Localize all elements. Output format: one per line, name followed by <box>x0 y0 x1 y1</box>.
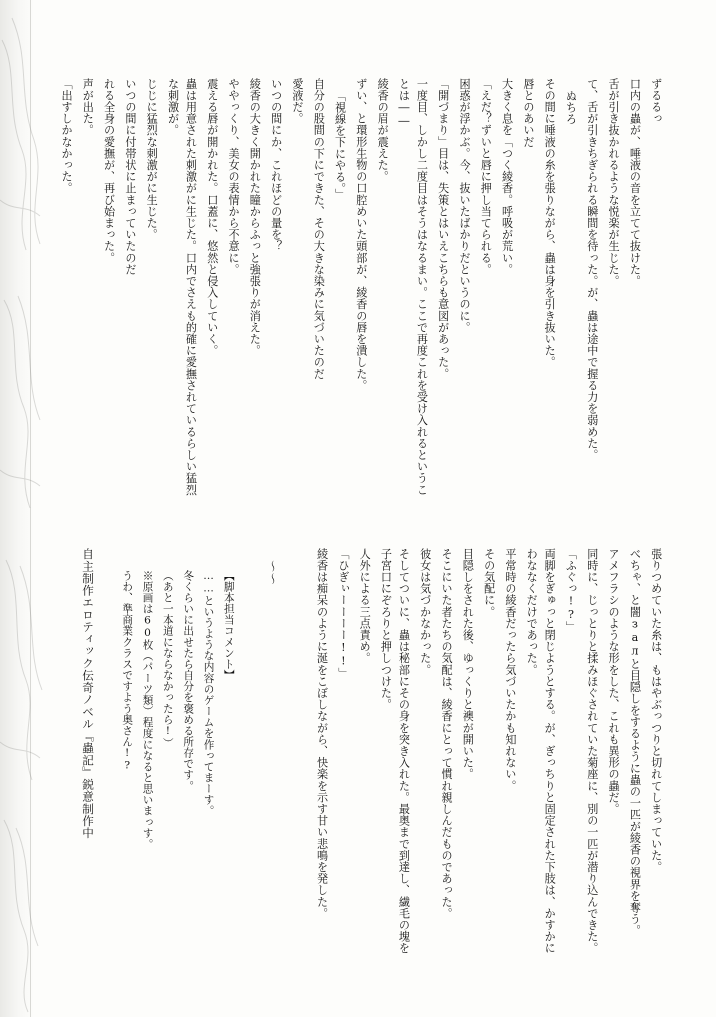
paragraph: れる全身の愛撫が、再び始まった。 <box>102 78 116 264</box>
paragraph: じじに猛烈な刺激がに生じた。 <box>145 78 159 241</box>
paragraph: 口内の蟲が、唾液の音を立てて抜けた。 <box>628 78 642 287</box>
note-line: ※原画は60枚（パーツ類）程度になると思いまっす。 <box>141 570 154 850</box>
paragraph: べちゃ、と闇залと目隠しをするように蟲の一匹が綾香の視界を奪う。 <box>628 548 642 937</box>
note-heading: 【脚本担当コメント】 <box>222 570 235 681</box>
story-text-bottom <box>276 548 668 958</box>
paragraph: 両脚をぎゅっと閉じようとする。が、ぎっちりと固定された下肢は、かすかにわななくだけであった。 <box>525 548 557 954</box>
paragraph: 目隠しをされた後、ゆっくりと襖が開いた。 <box>461 548 475 780</box>
paragraph: 張りつめていた糸は、もはやぶっつりと切れてしまっていた。 <box>649 548 663 873</box>
story-text-top <box>48 78 668 498</box>
script-writer-note <box>108 570 240 970</box>
note-line: （あと一本道にならなかったら!） <box>161 570 174 749</box>
paragraph: その気配に。 <box>482 548 496 618</box>
paragraph: 「開づまり」目は、失策とはいえこちらも意図があった。 <box>436 78 450 380</box>
paragraph: 声が出た。 <box>81 78 95 136</box>
paragraph: 平常時の綾香だったら気づいたかも知れない。 <box>503 548 517 792</box>
section-divider-tilde: ～～ <box>265 560 280 586</box>
paragraph: 同時に、じっとりと揉みほぐされていた菊座に、別の一匹が潜り込んできた。 <box>585 548 599 954</box>
paragraph: 綾香の大きく開かれた瞳からふっと強張りが消えた。 <box>248 78 262 357</box>
paragraph: いつの間に付帯状に止まっていたのだ <box>123 78 137 276</box>
note-line: うわ、準商業クラスですよう奥さん!? <box>121 570 134 773</box>
paragraph: 自分の股間の下にできた、その大きな染みに気づいたのだ <box>312 78 326 380</box>
paragraph: アメフラシのような形をした、これも異形の蟲だ。 <box>607 548 621 815</box>
paragraph: ずるるっ <box>649 78 663 125</box>
paragraph: いつの間にか、これほどの量を？ <box>269 78 283 252</box>
paragraph: 困惑が浮かぶ。今、抜いたばかりだというのに。 <box>458 78 471 334</box>
paragraph: 「えだ？ずいと唇に押し当てられる。 <box>479 78 493 276</box>
paragraph: 「視線を下にやる。」 <box>333 89 347 201</box>
paragraph: ずい、と環形生物の口腔めいた頭部が、綾香の唇を潰した。 <box>354 78 368 392</box>
note-line: ……というような内容のゲームを作ってまーす。 <box>202 570 215 817</box>
production-credit: 自主制作エロティック伝奇ノベル『蟲記』鋭意制作中 <box>81 548 95 839</box>
paragraph: 震える唇が開かれた。口蓋に、悠然と侵入していく。 <box>205 78 219 357</box>
paragraph: 彼女は気づかなかった。 <box>418 548 432 676</box>
paragraph: そこにいた者たちの気配は、綾香にとって慣れ親しんだものであった。 <box>440 548 454 920</box>
paragraph: 綾香の眉が震えた。 <box>376 78 390 183</box>
paragraph: 愛液だ。 <box>290 78 304 125</box>
paragraph: 人外による三点責め。 <box>358 548 372 664</box>
paragraph: て、舌が引きちぎられる瞬間を待った。が、蟲は途中で握る力を弱めた。 <box>585 78 599 461</box>
paragraph: 唇とのあいだ <box>521 78 535 148</box>
paragraph: 「ひぎぃーーーー!!」 <box>336 548 350 680</box>
paragraph: 綾香は痴呆のように涎をこぼしながら、快楽を示す甘い悲鳴を発した。 <box>315 548 329 920</box>
paragraph: その間に唾液の糸を張りながら、蟲は身を引き抜いた。 <box>543 78 557 368</box>
paragraph: 「ふぐっ!?」 <box>564 548 578 633</box>
note-line: 冬くらいに出せたら自分を褒める所存です。 <box>182 570 195 792</box>
paragraph: そしてついに、蟲は秘部にその身を突き入れた。最奥まで到達し、繊毛の塊を子宮口にぞろりと押しつけた。 <box>379 548 411 954</box>
paragraph: ややっくり、美女の表情から不意に。 <box>227 78 241 276</box>
paragraph: 大きく息を「つく綾香。呼吸が荒い。 <box>500 78 514 276</box>
paragraph: 蟲は用意された刺激がに生じた。口内でさえも的確に愛撫されているらしい猛烈な刺激が。 <box>166 78 198 496</box>
paragraph: 舌が引き抜かれるような悦楽が生じた。 <box>607 78 621 287</box>
page-spine-line <box>30 0 31 1017</box>
paragraph: 「出すしかなかった。 <box>60 78 74 194</box>
paragraph: 一度目、しかし二度目はそうはなるまい。ここで再度これを受け入れるということは―― <box>397 78 429 496</box>
paragraph: ぬちろ <box>564 89 578 125</box>
page-spine-shading <box>0 0 34 1017</box>
